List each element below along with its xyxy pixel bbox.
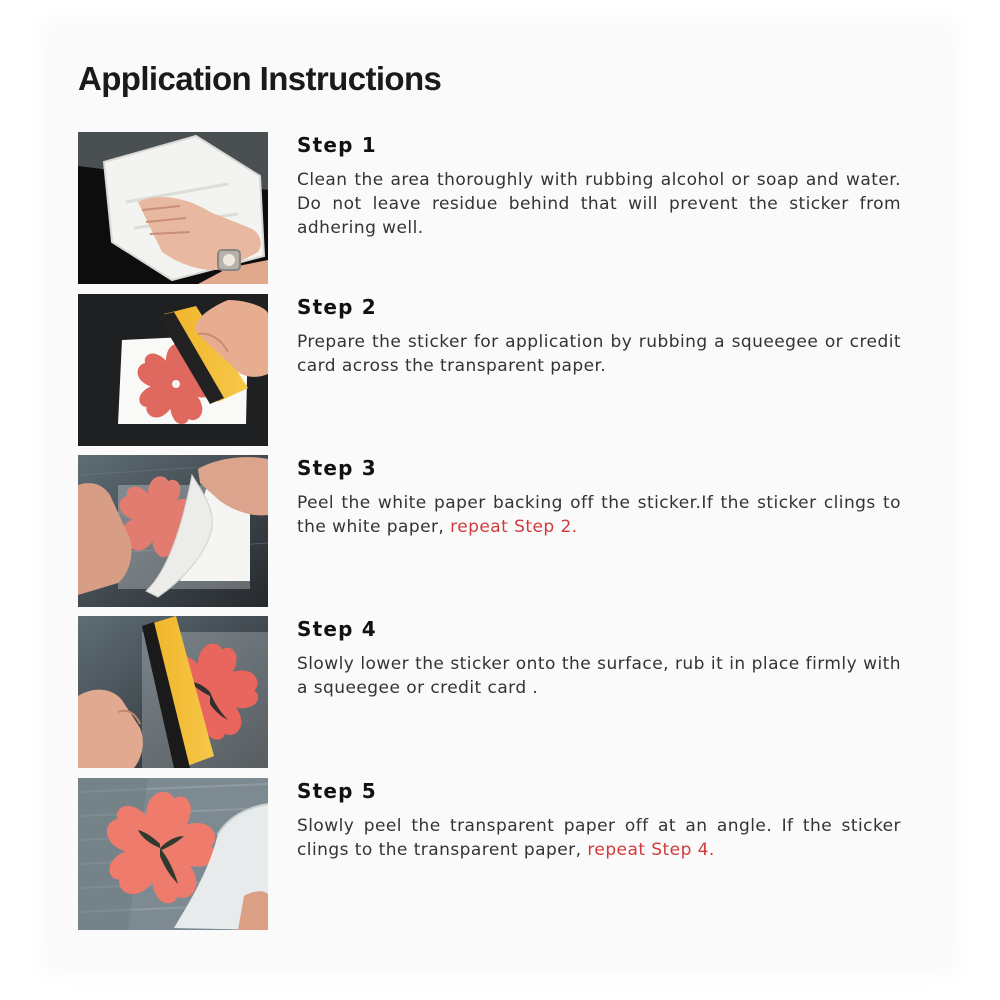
step-2-photo — [78, 294, 268, 446]
step-1-photo — [78, 132, 268, 284]
step-2 — [78, 294, 903, 446]
step-4 — [78, 616, 903, 768]
step-2-heading: Step 2 — [297, 295, 377, 319]
step-2-text — [297, 330, 901, 378]
step-5-text — [297, 814, 901, 862]
step-3-text — [297, 491, 901, 539]
step-1-heading: Step 1 — [297, 133, 377, 157]
step-3 — [78, 455, 903, 607]
step-1-body: Clean the area thoroughly with rubbing alcohol or soap and water. Do not leave residue behind that will prevent the sticker from adhering well. — [297, 170, 901, 238]
step-4-body: Slowly lower the sticker onto the surface, rub it in place firmly with a squeegee or credit card . — [297, 654, 901, 698]
page-title: Application Instructions — [78, 60, 442, 97]
step-3-heading: Step 3 — [297, 456, 377, 480]
step-5 — [78, 778, 903, 930]
repeat-step-4-link[interactable]: repeat Step 4. — [587, 840, 715, 860]
step-5-photo — [78, 778, 268, 930]
step-2-body: Prepare the sticker for application by rubbing a squeegee or credit card across the transparent paper. — [297, 332, 901, 376]
step-3-photo — [78, 455, 268, 607]
step-5-body: Slowly peel the transparent paper off at an angle. If the sticker clings to the transparent paper, — [297, 816, 901, 860]
step-1 — [78, 132, 903, 284]
step-3-body: Peel the white paper backing off the sticker.If the sticker clings to the white paper, — [297, 493, 901, 537]
step-5-heading: Step 5 — [297, 779, 377, 803]
squeegee-on-sticker-image — [78, 294, 268, 446]
peeling-transparent-paper-image — [78, 778, 268, 930]
step-1-text — [297, 168, 901, 240]
step-4-text — [297, 652, 901, 700]
squeegee-on-window-image — [78, 616, 268, 768]
repeat-step-2-link[interactable]: repeat Step 2. — [450, 517, 578, 537]
hand-wiping-window-image — [78, 132, 268, 284]
step-4-photo — [78, 616, 268, 768]
step-4-heading: Step 4 — [297, 617, 377, 641]
peeling-white-backing-image — [78, 455, 268, 607]
